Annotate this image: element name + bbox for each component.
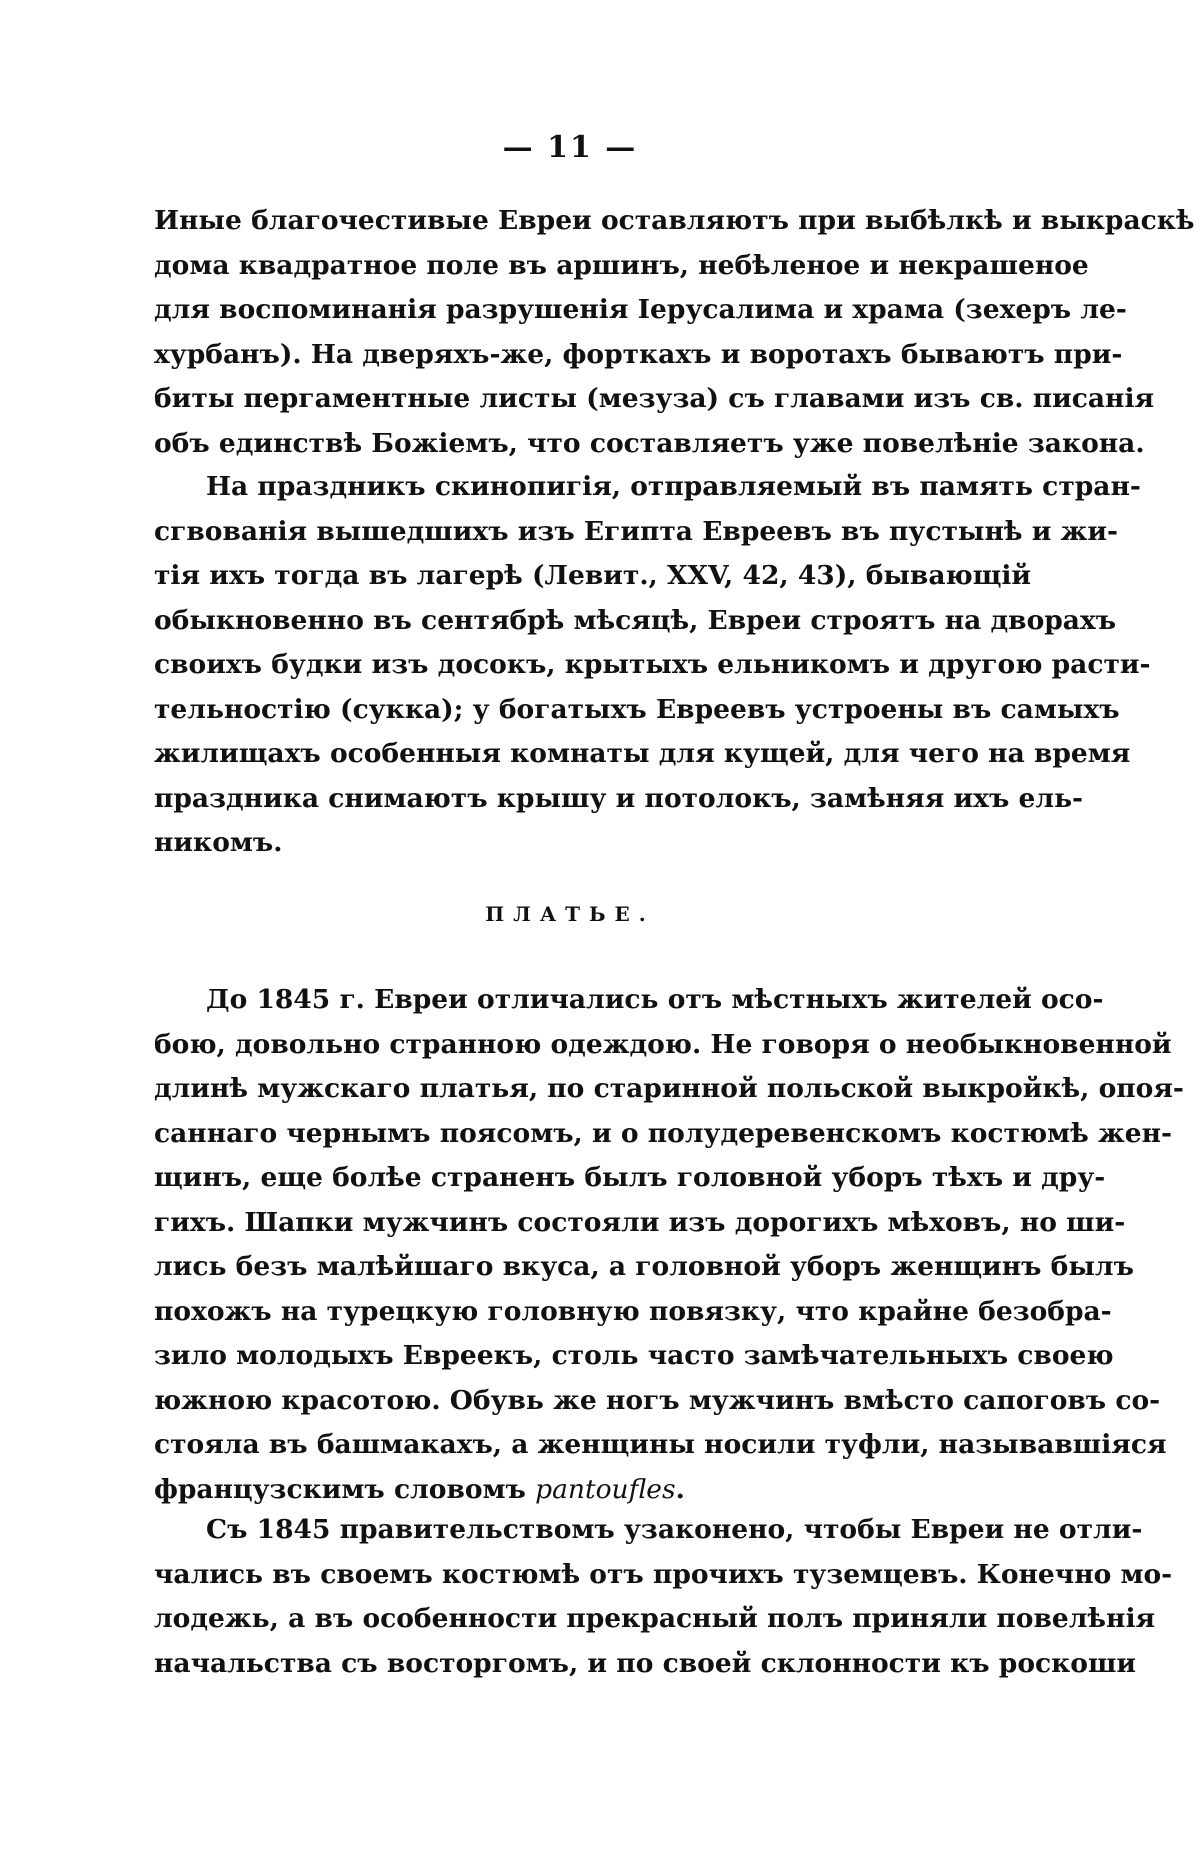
text-line: праздника снимаютъ крышу и потолокъ, замѣняя ихъ ель- [154, 782, 1084, 814]
text-line: лись безъ малѣйшаго вкуса, а головной уборъ женщинъ былъ [154, 1251, 1134, 1282]
italic-foreign-word: pantoufles [535, 1473, 676, 1505]
page-number: — 11 — [502, 130, 638, 165]
text-line: лодежь, а въ особенности прекрасный полъ приняли повелѣнія [154, 1603, 1156, 1634]
text-line: длинѣ мужскаго платья, по старинной польской выкройкѣ, опоя- [154, 1073, 1184, 1104]
text-line: Иные благочестивые Евреи оставляютъ при выбѣлкѣ и выкраскѣ [154, 205, 1195, 236]
text-line: дома квадратное поле въ аршинъ, небѣленое и некрашеное [154, 249, 1089, 281]
text-line: щинъ, еще болѣе страненъ былъ головной уборъ тѣхъ и дру- [154, 1162, 1106, 1193]
text-line: жилищахъ особенныя комнаты для кущей, для чего на время [154, 738, 1131, 769]
text-line: На праздникъ скинопигія, отправляемый въ память стран- [206, 471, 1141, 502]
text-line: саннаго чернымъ поясомъ, и о полудеревенскомъ костюмѣ жен- [154, 1117, 1173, 1149]
text-line: До 1845 г. Евреи отличались отъ мѣстныхъ жителей осо- [206, 984, 1104, 1015]
text-line: биты пергаментные листы (мезуза) съ главами изъ св. писанія [154, 383, 1155, 414]
text-line: сгвованія вышедшихъ изъ Египта Евреевъ въ пустынѣ и жи- [154, 515, 1119, 547]
text-line: тельностію (сукка); у богатыхъ Евреевъ устроены въ самыхъ [154, 693, 1120, 725]
text-line: похожъ на турецкую головную повязку, что крайне безобра- [154, 1295, 1112, 1327]
text-line: тія ихъ тогда въ лагерѣ (Левит., XXV, 42, 43), бывающій [154, 560, 1032, 591]
text-line: обыкновенно въ сентябрѣ мѣсяцѣ, Евреи строятъ на дворахъ [154, 604, 1117, 636]
text-line: Съ 1845 правительствомъ узаконено, чтобы Евреи не отли- [206, 1514, 1143, 1545]
paragraph-sukkot [154, 465, 1151, 866]
text-line: хурбанъ). На дверяхъ-же, форткахъ и воротахъ бываютъ при- [154, 338, 1123, 370]
paragraph-clothing-before-1845 [154, 978, 1184, 1512]
paragraph-clothing-after-1845 [154, 1508, 1173, 1686]
text-line: южною красотою. Обувь же ногъ мужчинъ вмѣсто сапоговъ со- [154, 1384, 1161, 1416]
text-line: чались въ своемъ костюмѣ отъ прочихъ туземцевъ. Конечно мо- [154, 1558, 1173, 1590]
text-line-suffix: . [675, 1473, 685, 1505]
text-line: бою, довольно странною одеждою. Не говоря о необыкновенной [154, 1028, 1172, 1060]
text-line-prefix: французскимъ словомъ [154, 1473, 536, 1505]
section-title: ПЛАТЬЕ. [485, 902, 655, 926]
text-line: объ единствѣ Божіемъ, что составляетъ уже повелѣніе закона. [154, 427, 1145, 459]
text-line: начальства съ восторгомъ, и по своей склонности къ роскоши [154, 1647, 1137, 1679]
text-line: зило молодыхъ Евреекъ, столь часто замѣчательныхъ своею [154, 1340, 1114, 1371]
text-line: стояла въ башмакахъ, а женщины носили туфли, называвшіяся [154, 1429, 1167, 1460]
text-line: гихъ. Шапки мужчинъ состояли изъ дорогихъ мѣховъ, но ши- [154, 1206, 1126, 1238]
text-line: для воспоминанія разрушенія Іерусалима и храма (зехеръ ле- [154, 294, 1127, 325]
paragraph-mezuzah [154, 199, 1195, 466]
text-line: своихъ будки изъ досокъ, крытыхъ ельникомъ и другою расти- [154, 649, 1151, 680]
text-line-with-italic [154, 1468, 984, 1513]
text-line: никомъ. [154, 827, 283, 858]
